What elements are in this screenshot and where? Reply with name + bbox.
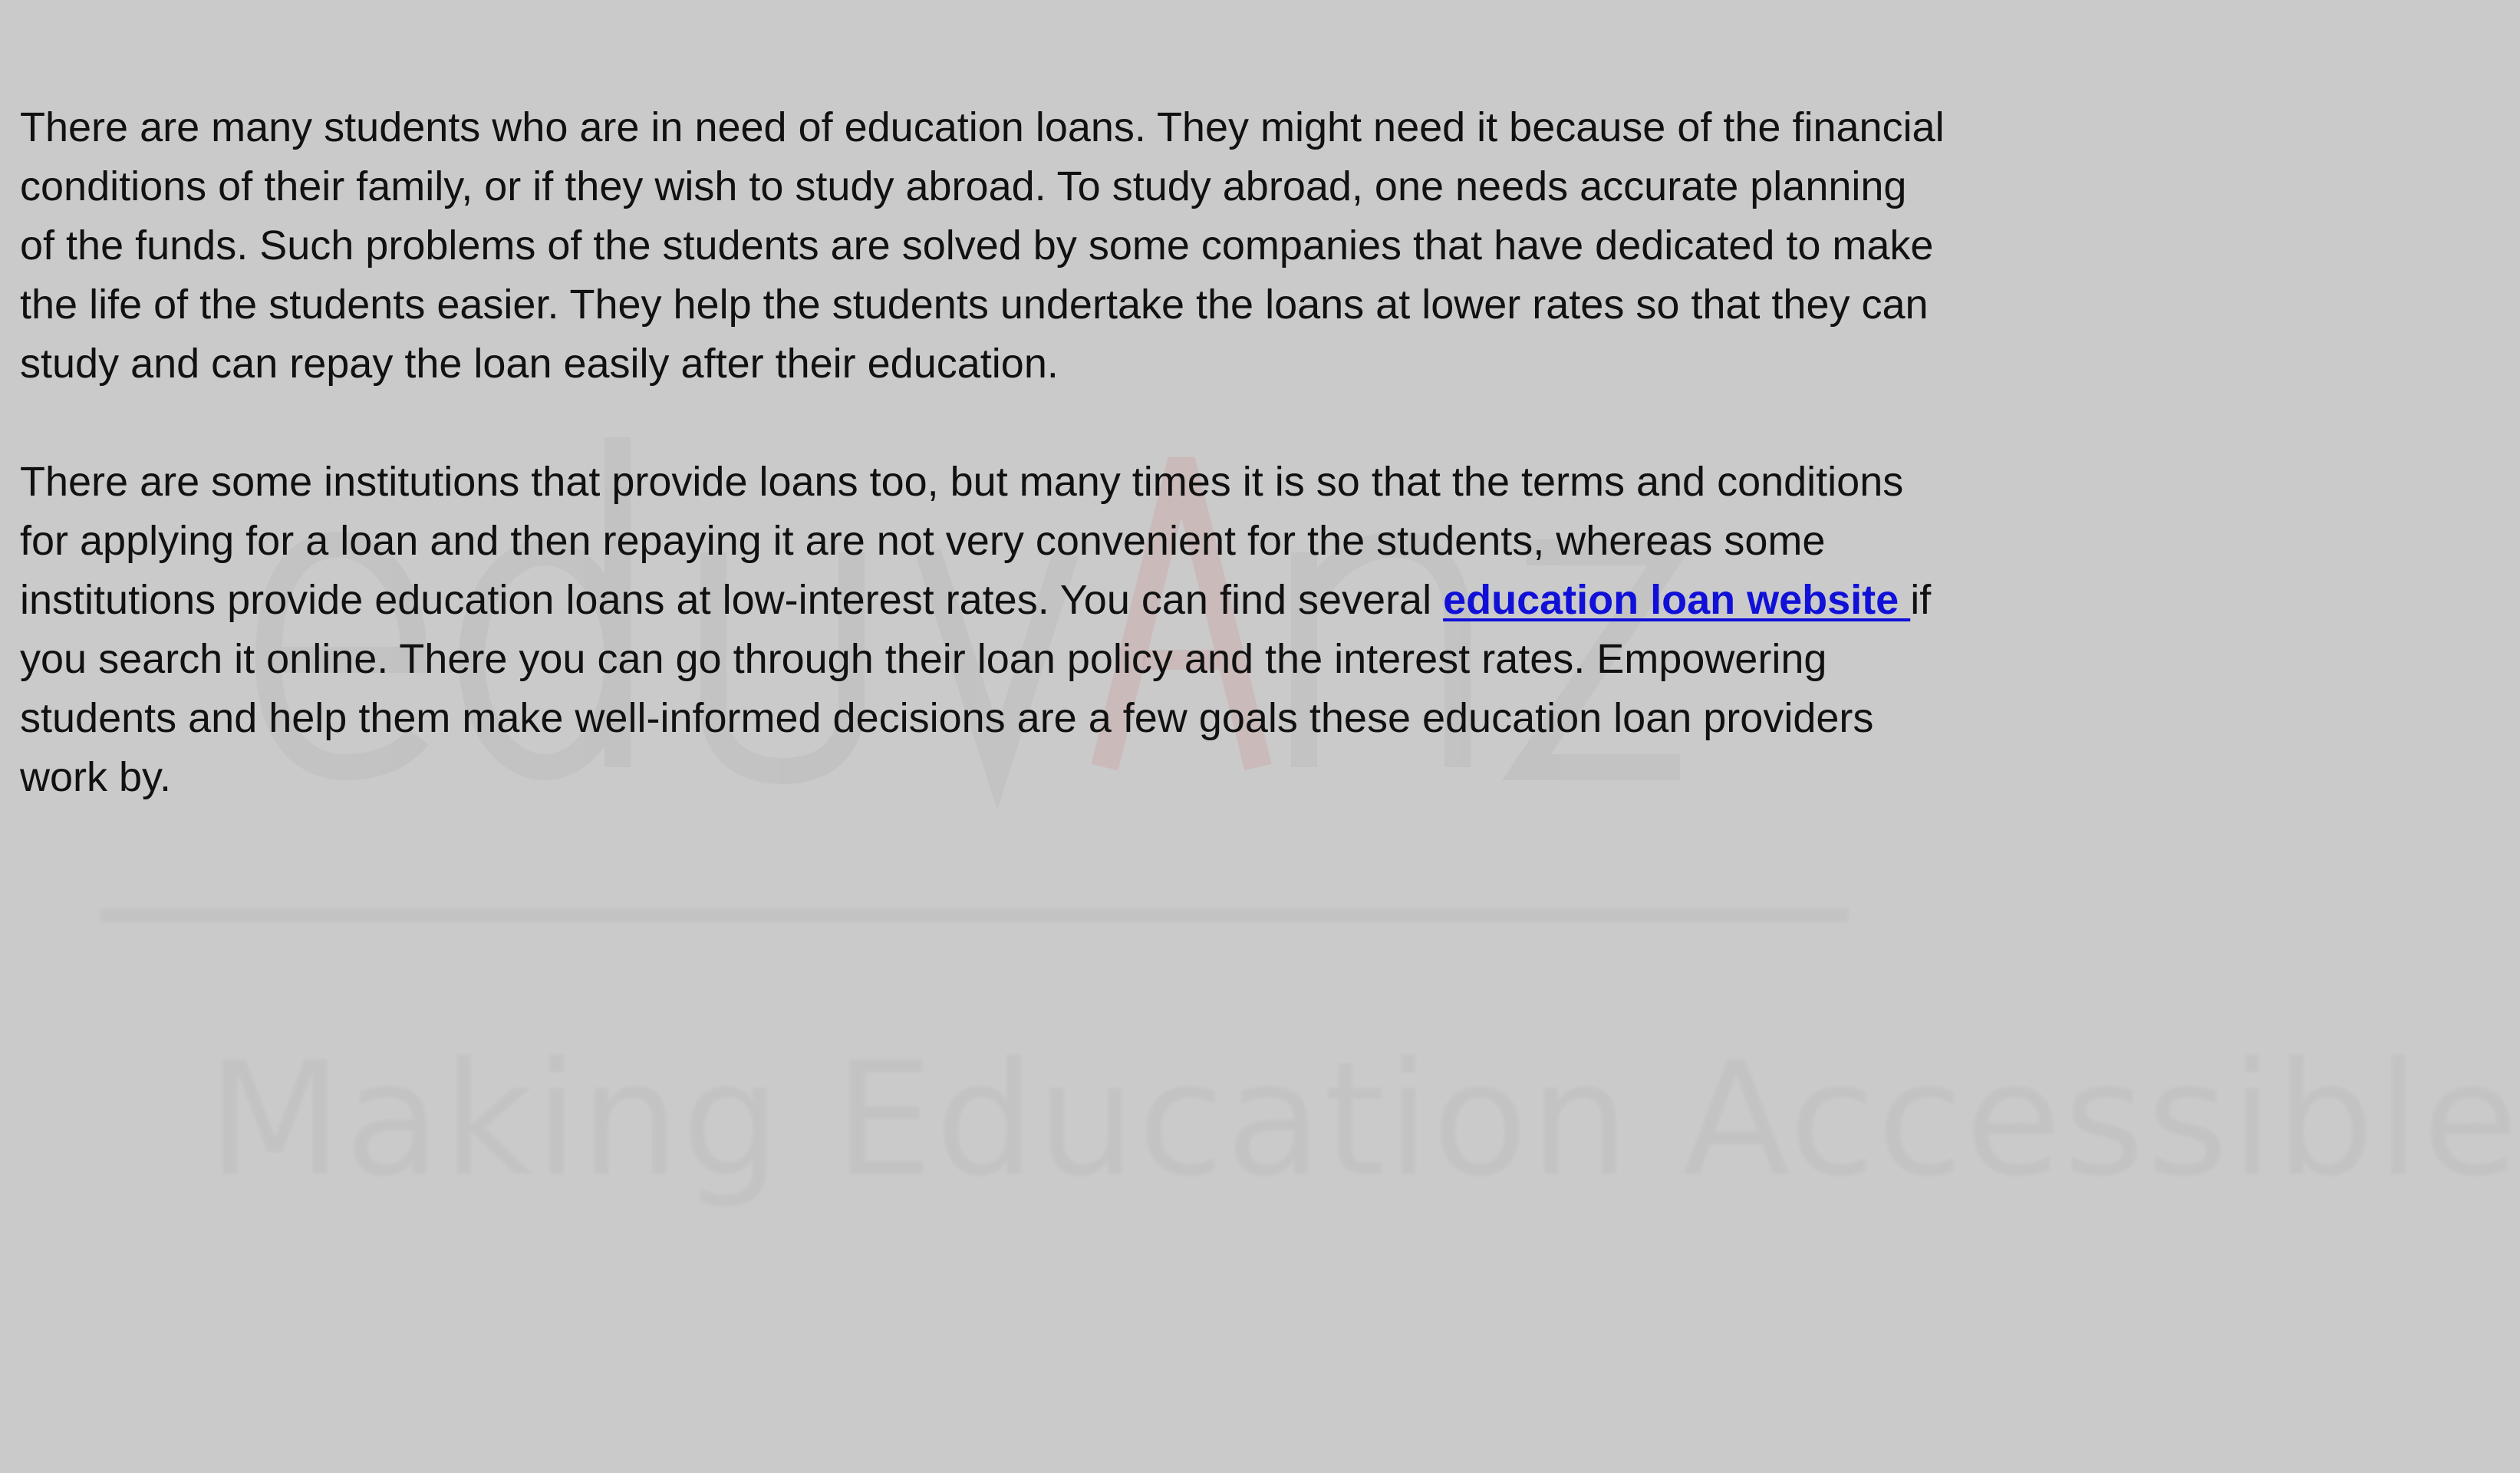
education-loan-website-link[interactable]: education loan website [1443,577,1911,623]
watermark-divider [100,908,1849,922]
paragraph-2-lead-text: There are some institutions that provide loans too, but many times it is so that the terms and conditions for applying for a loan and then repaying it are not very convenient for the students, whereas some institutions provide education loans at low-interest rates. You can find several [20,459,1904,623]
watermark-tagline: Making Education Accessible [207,1029,2520,1211]
document-body [20,98,1945,807]
paragraph-2-trailing-text: if you search it online. There you can go through their loan policy and the interest rates. Empowering students and help them make well-informed decisions are a few goals these education loan providers work by. [20,577,1932,800]
paragraph-1: There are many students who are in need of education loans. They might need it because of the financial conditions of their family, or if they wish to study abroad. To study abroad, one needs accurate planning of the funds. Such problems of the students are solved by some companies that have dedicated to make the life of the students easier. They help the students undertake the loans at lower rates so that they can study and can repay the loan easily after their education. [20,104,1945,387]
paragraph-2 [20,453,1945,807]
